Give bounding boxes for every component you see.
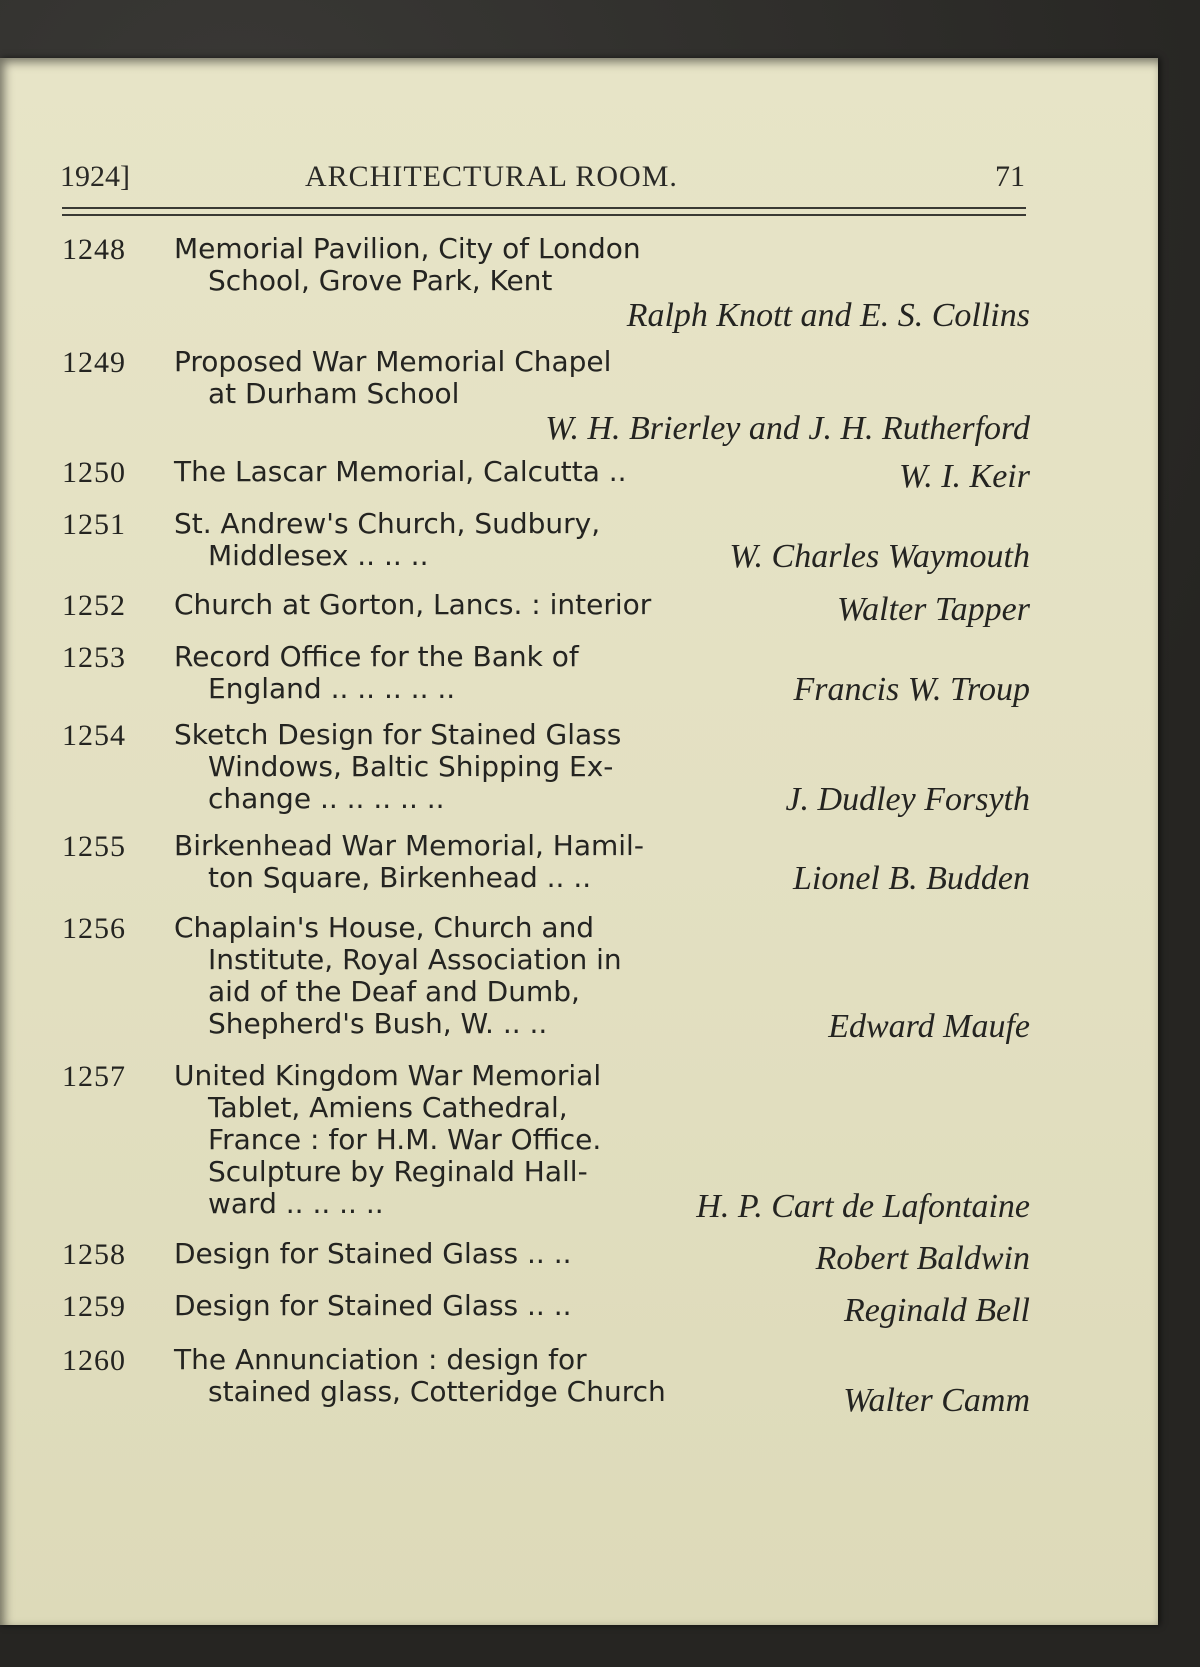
title-line: St. Andrew's Church, Sudbury, bbox=[174, 507, 601, 540]
entry-title bbox=[174, 346, 794, 410]
title-line: Institute, Royal Association in bbox=[208, 943, 622, 976]
title-line: The Lascar Memorial, Calcutta .. bbox=[174, 455, 627, 488]
entry-number: 1253 bbox=[62, 641, 126, 674]
header-rule bbox=[62, 214, 1026, 216]
title-line: France : for H.M. War Office. bbox=[208, 1123, 602, 1156]
entry-author: H. P. Cart de Lafontaine bbox=[696, 1188, 1030, 1225]
title-line: aid of the Deaf and Dumb, bbox=[208, 975, 580, 1008]
page-number: 71 bbox=[995, 160, 1025, 193]
title-line: at Durham School bbox=[208, 377, 460, 410]
entry-author: Francis W. Troup bbox=[793, 671, 1030, 708]
title-line: Memorial Pavilion, City of London bbox=[174, 232, 641, 265]
title-line: change .. .. .. .. .. bbox=[208, 782, 445, 815]
title-line: Sketch Design for Stained Glass bbox=[174, 718, 622, 751]
title-line: ward .. .. .. .. bbox=[208, 1187, 384, 1220]
title-line: Birkenhead War Memorial, Hamil- bbox=[174, 829, 644, 862]
title-line: Shepherd's Bush, W. .. .. bbox=[208, 1007, 548, 1040]
entry-title bbox=[174, 830, 794, 894]
entry-author: Walter Tapper bbox=[836, 591, 1030, 628]
entry-number: 1250 bbox=[62, 456, 126, 489]
title-line: Middlesex .. .. .. bbox=[208, 539, 429, 572]
header-rule bbox=[62, 207, 1026, 209]
title-line: School, Grove Park, Kent bbox=[208, 264, 553, 297]
entry-author: Lionel B. Budden bbox=[792, 860, 1030, 897]
title-line: stained glass, Cotteridge Church bbox=[208, 1375, 666, 1408]
entry-number: 1255 bbox=[62, 830, 126, 863]
entry-author: J. Dudley Forsyth bbox=[785, 781, 1030, 818]
entry-author: W. H. Brierley and J. H. Rutherford bbox=[545, 410, 1030, 447]
title-line: Design for Stained Glass .. .. bbox=[174, 1289, 572, 1322]
title-line: Sculpture by Reginald Hall- bbox=[208, 1155, 588, 1188]
entry-title bbox=[174, 508, 794, 572]
entry-number: 1256 bbox=[62, 912, 126, 945]
entry-number: 1251 bbox=[62, 508, 126, 541]
entry-title bbox=[174, 641, 794, 705]
title-line: Proposed War Memorial Chapel bbox=[174, 345, 612, 378]
entry-number: 1259 bbox=[62, 1290, 126, 1323]
entry-number: 1248 bbox=[62, 233, 126, 266]
entry-title bbox=[174, 912, 794, 1040]
title-line: Chaplain's House, Church and bbox=[174, 911, 595, 944]
title-line: Church at Gorton, Lancs. : interior bbox=[174, 588, 652, 621]
entry-title bbox=[174, 1290, 794, 1322]
entry-author: Ralph Knott and E. S. Collins bbox=[626, 297, 1030, 334]
entry-number: 1249 bbox=[62, 346, 126, 379]
title-line: Windows, Baltic Shipping Ex- bbox=[208, 750, 614, 783]
title-line: United Kingdom War Memorial bbox=[174, 1059, 602, 1092]
entry-number: 1252 bbox=[62, 589, 126, 622]
title-line: The Annunciation : design for bbox=[174, 1343, 587, 1376]
entry-author: W. I. Keir bbox=[899, 458, 1030, 495]
header-year: 1924] bbox=[60, 160, 130, 193]
header-title: ARCHITECTURAL ROOM. bbox=[305, 160, 678, 193]
entry-author: Edward Maufe bbox=[828, 1008, 1030, 1045]
entry-author: Robert Baldwin bbox=[815, 1240, 1030, 1277]
entry-number: 1257 bbox=[62, 1060, 126, 1093]
entry-title bbox=[174, 719, 794, 815]
title-line: England .. .. .. .. .. bbox=[208, 672, 456, 705]
entry-author: Walter Camm bbox=[843, 1382, 1030, 1419]
entry-title bbox=[174, 589, 794, 621]
title-line: ton Square, Birkenhead .. .. bbox=[208, 861, 592, 894]
entry-title bbox=[174, 456, 794, 488]
entry-title bbox=[174, 233, 794, 297]
entry-number: 1258 bbox=[62, 1238, 126, 1271]
entry-author: Reginald Bell bbox=[843, 1292, 1030, 1329]
title-line: Design for Stained Glass .. .. bbox=[174, 1237, 572, 1270]
page-header bbox=[60, 160, 1025, 200]
title-line: Tablet, Amiens Cathedral, bbox=[208, 1091, 568, 1124]
entry-title bbox=[174, 1344, 794, 1408]
entry-author: W. Charles Waymouth bbox=[729, 538, 1030, 575]
entry-title bbox=[174, 1238, 794, 1270]
title-line: Record Office for the Bank of bbox=[174, 640, 579, 673]
entry-number: 1260 bbox=[62, 1344, 126, 1377]
entry-number: 1254 bbox=[62, 719, 126, 752]
